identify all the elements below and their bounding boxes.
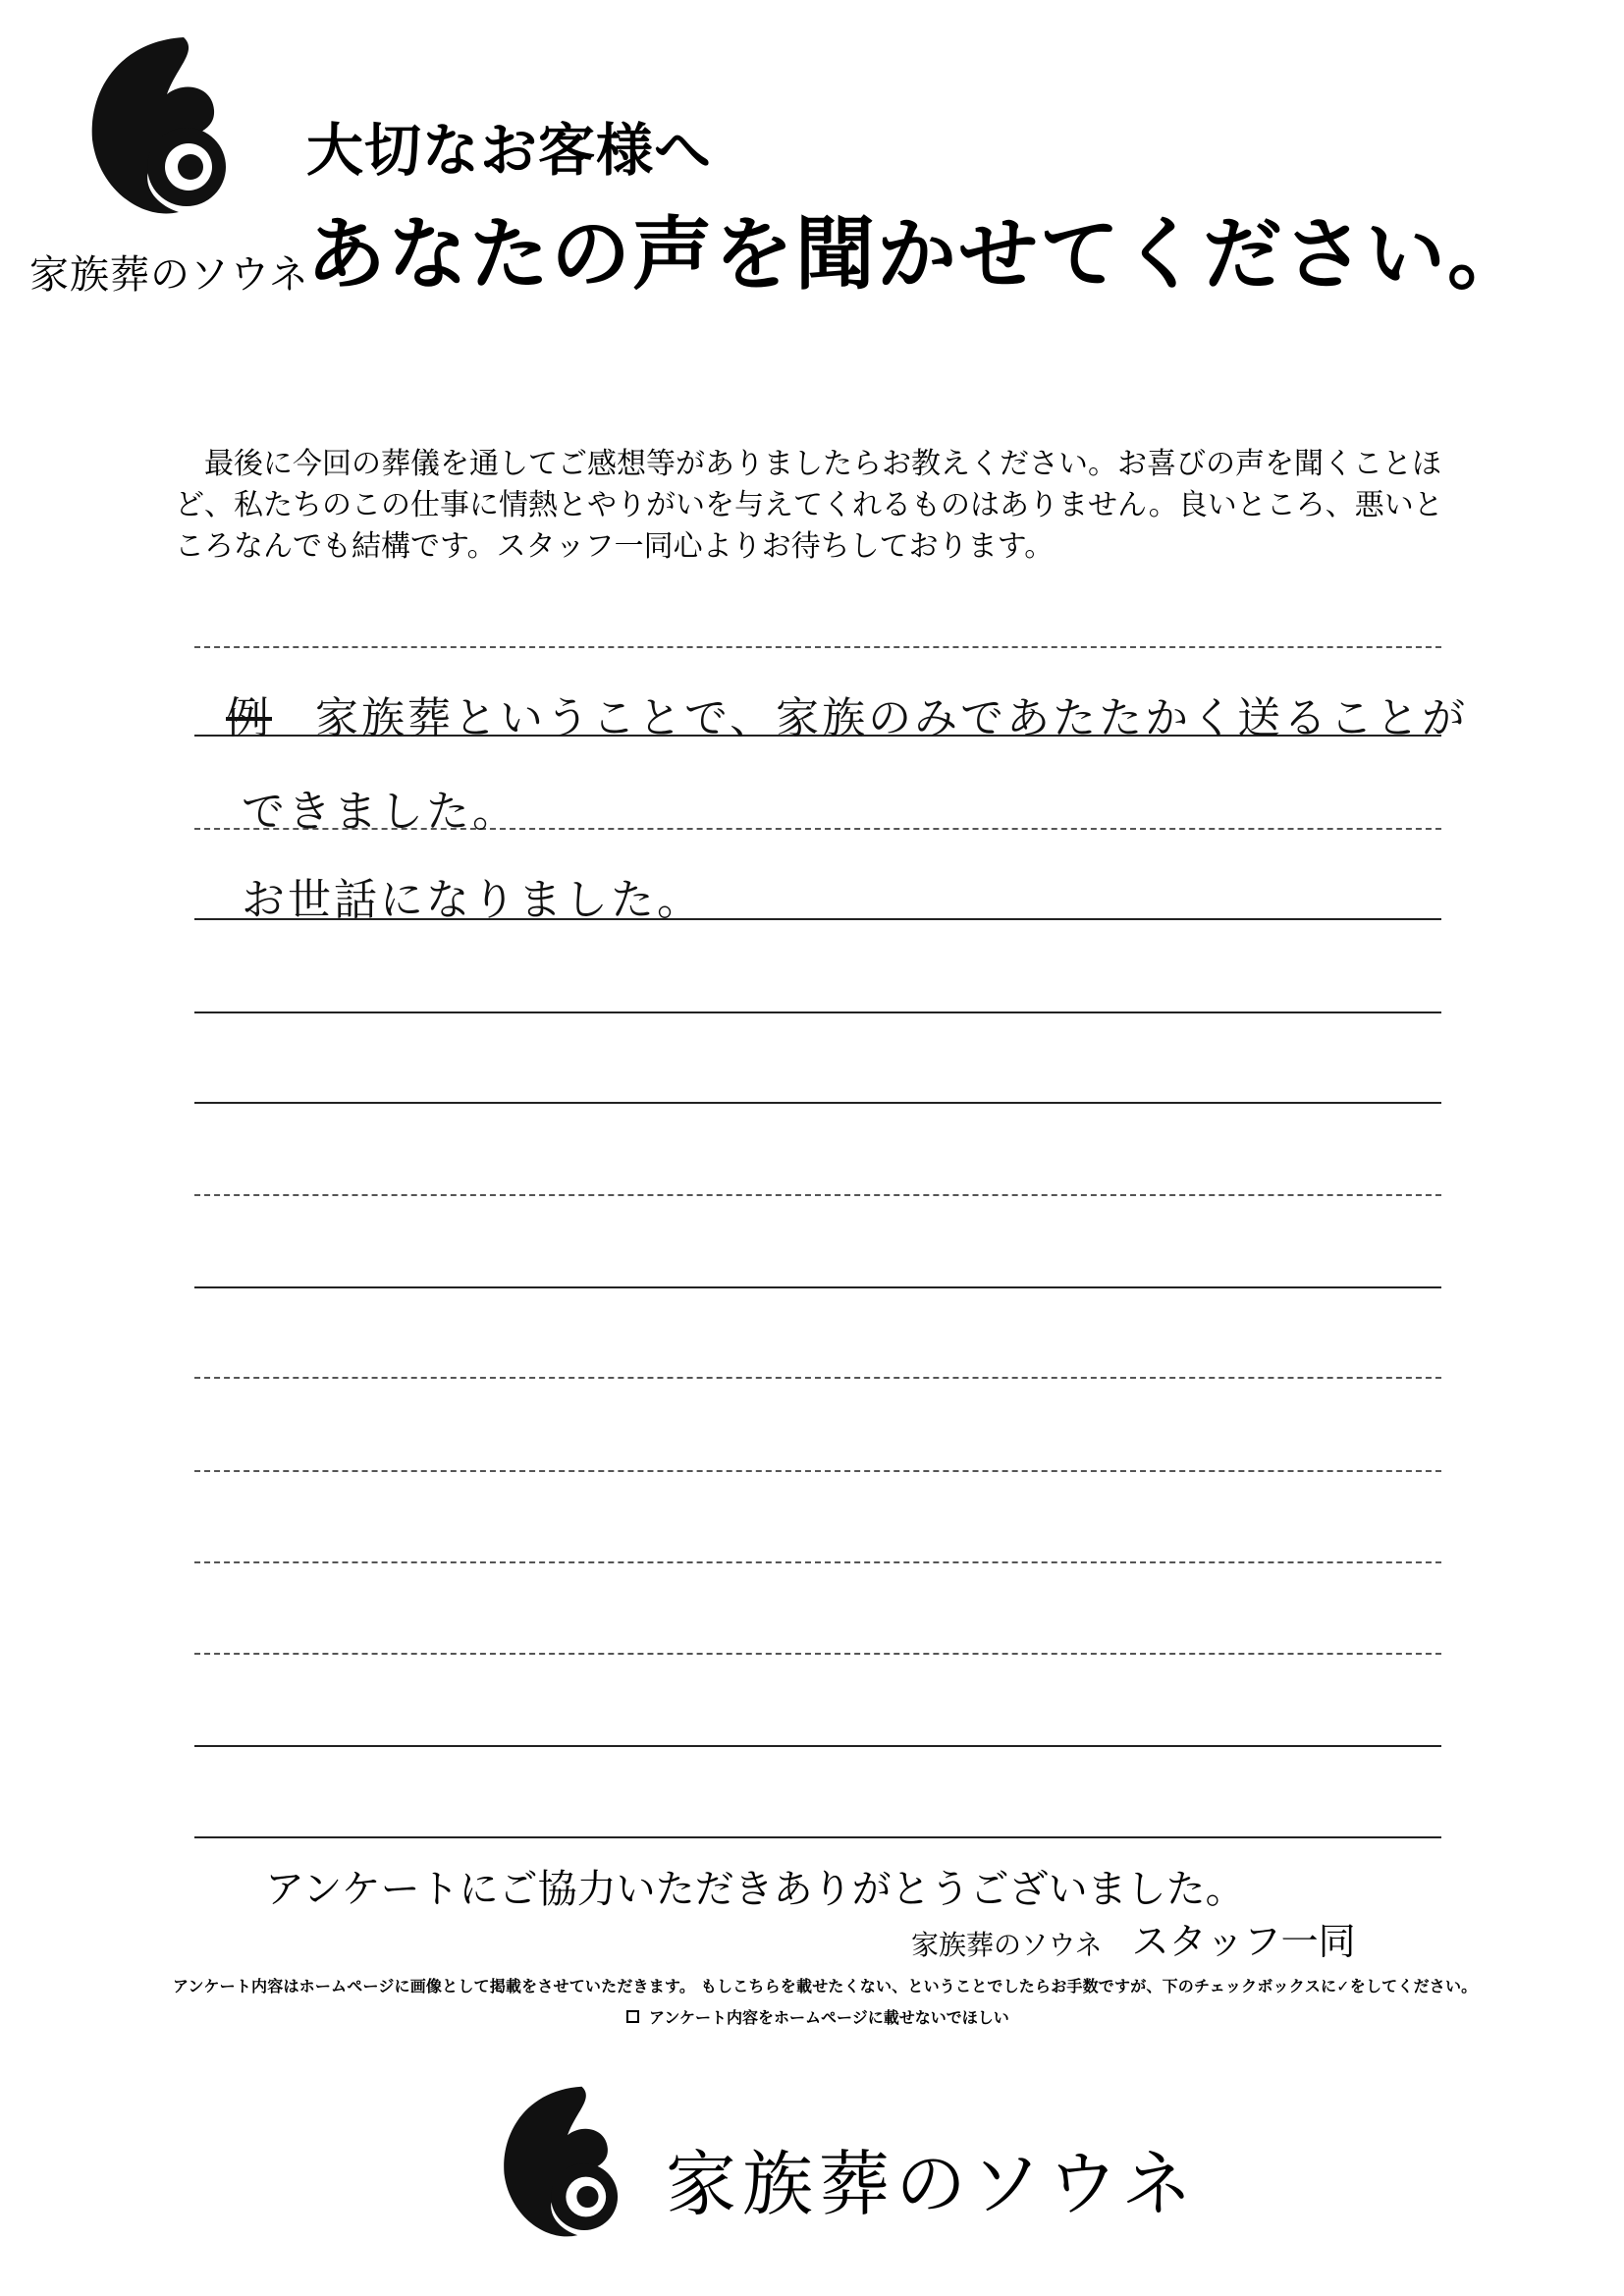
writing-line (194, 1377, 1441, 1379)
greeting-heading: 大切なお客様へ (306, 117, 713, 184)
thanks-message: アンケートにご協力いただきありがとうございました。 (265, 1867, 1245, 1912)
writing-line (194, 646, 1441, 648)
writing-line (194, 1653, 1441, 1655)
header-logo (29, 29, 309, 298)
writing-line (194, 1836, 1441, 1838)
writing-line (194, 1745, 1441, 1747)
writing-line (194, 1470, 1441, 1472)
sowne-logo-icon (483, 2080, 630, 2247)
writing-line (194, 1286, 1441, 1288)
writing-line (194, 1011, 1441, 1013)
signoff-staff: スタッフ一同 (1131, 1920, 1356, 1963)
intro-paragraph: 最後に今回の葬儀を通してご感想等がありましたらお教えください。お喜びの声を聞くことほど、私たちのこの仕事に情熱とやりがいを与えてくれるものはありません。良いところ、悪いところなんでも結構です。スタッフ一同心よりお待ちしております。 (175, 447, 1443, 564)
sowne-logo-icon (81, 29, 228, 226)
logo-caption: 家族葬のソウネ (29, 252, 309, 298)
opt-out-checkbox[interactable] (626, 2010, 639, 2023)
example-mark: 例 (226, 693, 272, 743)
footer-logo-text: 家族葬のソウネ (666, 2143, 1199, 2225)
footer-logo (483, 2080, 1199, 2257)
opt-out-label: アンケート内容をホームページに載せないでほしい (649, 2008, 1009, 2027)
writing-line (194, 1194, 1441, 1196)
response-line-2: できました。 (242, 787, 518, 837)
response-line-3: お世話になりました。 (242, 875, 703, 925)
writing-line (194, 1102, 1441, 1104)
publication-notice: アンケート内容はホームページに画像として掲載をさせていただきます。 もしこちらを載せたくない、ということでしたらお手数ですが、下のチェックボックスに✓をしてください。 (173, 1977, 1478, 1995)
opt-out-option[interactable] (626, 2005, 1009, 2028)
signoff (911, 1911, 1356, 1965)
writing-line (194, 1561, 1441, 1563)
response-line-1: 例 家族葬ということで、家族のみであたたかく送ることが (226, 693, 1469, 743)
signoff-company: 家族葬のソウネ (911, 1929, 1103, 1961)
page-title: あなたの声を聞かせてください。 (306, 209, 1530, 301)
